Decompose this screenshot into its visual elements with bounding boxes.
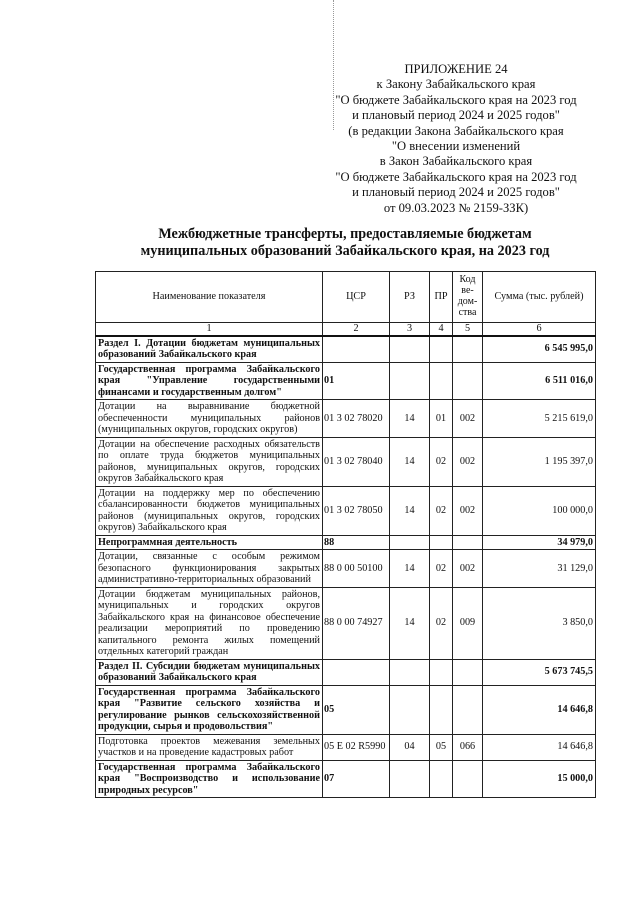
table-row [96,760,596,798]
row-pr [430,362,453,400]
row-kod [453,685,483,734]
table-row [96,400,596,438]
table-row [96,659,596,685]
table-row [96,550,596,588]
row-sum: 3 850,0 [483,587,596,659]
row-sum: 14 646,8 [483,685,596,734]
header-line: от 09.03.2023 № 2159-ЗЗК) [383,200,529,215]
row-name: Дотации на обеспечение расходных обязательств по оплате труда бюджетов муниципальных районов, муниципальных округов, городских округов Забайкальского края [96,437,323,486]
row-pr: 02 [430,587,453,659]
row-kod: 002 [453,400,483,438]
header-line: "О бюджете Забайкальского края на 2023 год [335,169,577,184]
header-line: "О внесении изменений [391,139,521,154]
row-csr: 05 [323,685,390,734]
header-line: в Закон Забайкальского края [379,154,533,169]
row-pr: 02 [430,486,453,535]
table-row [96,535,596,550]
row-kod [453,362,483,400]
row-kod: 066 [453,734,483,760]
row-csr: 88 0 00 74927 [323,587,390,659]
row-csr: 01 3 02 78040 [323,437,390,486]
header-line: ПРИЛОЖЕНИЕ 24 [404,62,508,76]
row-kod: 002 [453,486,483,535]
table-row [96,486,596,535]
row-pr [430,685,453,734]
header-kod: Код ве-дом-ства [453,272,483,323]
title-line-1: Межбюджетные трансферты, предоставляемые бюджетам [158,226,532,242]
title-line-2: муниципальных образований Забайкальского края, на 2023 год [140,243,550,259]
header-rz: РЗ [390,272,430,323]
header-line: "О бюджете Забайкальского края на 2023 год [335,92,577,107]
row-csr: 07 [323,760,390,798]
row-kod: 009 [453,587,483,659]
row-sum: 6 545 995,0 [483,336,596,363]
header-sum: Сумма (тыс. рублей) [483,272,596,323]
row-rz: 04 [390,734,430,760]
row-rz [390,362,430,400]
row-csr: 88 [323,535,390,550]
row-rz: 14 [390,437,430,486]
row-name: Государственная программа Забайкальского края "Развитие сельского хозяйства и регулирование рынков сельскохозяйственной продукции, сырья и продовольствия" [96,685,323,734]
row-rz [390,336,430,363]
row-name: Дотации бюджетам муниципальных районов, муниципальных и городских округов Забайкальского края на финансовое обеспечение реализации мероприятий по проведению капитального ремонта жилых помещений отдельных категорий граждан [96,587,323,659]
row-rz [390,685,430,734]
row-pr: 05 [430,734,453,760]
row-sum: 15 000,0 [483,760,596,798]
col-number: 1 [96,323,323,336]
row-kod [453,535,483,550]
row-rz: 14 [390,486,430,535]
row-sum: 6 511 016,0 [483,362,596,400]
row-name: Государственная программа Забайкальского края "Управление государственными финансами и государственным долгом" [96,362,323,400]
column-number-row [96,323,596,336]
document-title [80,226,610,260]
row-csr: 01 3 02 78050 [323,486,390,535]
header-name: Наименование показателя [96,272,323,323]
row-csr: 05 Е 02 R5990 [323,734,390,760]
row-name: Дотации на поддержку мер по обеспечению сбалансированности бюджетов муниципальных районов (муниципальных округов, городских округов) Забайкальского края [96,486,323,535]
table-row [96,685,596,734]
row-sum: 1 195 397,0 [483,437,596,486]
row-csr [323,659,390,685]
row-name: Государственная программа Забайкальского края "Воспроизводство и использование природных ресурсов" [96,760,323,798]
header-line: (в редакции Закона Забайкальского края [348,123,564,138]
row-rz [390,659,430,685]
row-rz: 14 [390,587,430,659]
col-number: 5 [453,323,483,336]
col-number: 6 [483,323,596,336]
row-pr [430,659,453,685]
row-kod: 002 [453,437,483,486]
row-pr [430,535,453,550]
row-name: Непрограммная деятельность [96,535,323,550]
row-kod [453,336,483,363]
table-row [96,336,596,363]
header-pr: ПР [430,272,453,323]
row-pr: 02 [430,550,453,588]
row-csr: 01 [323,362,390,400]
row-pr: 02 [430,437,453,486]
table-row [96,587,596,659]
row-pr [430,336,453,363]
row-sum: 31 129,0 [483,550,596,588]
col-number: 2 [323,323,390,336]
row-sum: 34 979,0 [483,535,596,550]
row-csr: 88 0 00 50100 [323,550,390,588]
row-kod: 002 [453,550,483,588]
table-row [96,437,596,486]
row-pr [430,760,453,798]
row-sum: 100 000,0 [483,486,596,535]
row-rz [390,760,430,798]
table-row [96,734,596,760]
header-csr: ЦСР [323,272,390,323]
header-line: к Закону Забайкальского края [376,77,536,92]
row-name: Дотации на выравнивание бюджетной обеспеченности муниципальных районов (муниципальных округов, городских округов) [96,400,323,438]
header-line: и плановый период 2024 и 2025 годов" [352,108,560,123]
row-kod [453,760,483,798]
row-name: Раздел II. Субсидии бюджетам муниципальных образований Забайкальского края [96,659,323,685]
col-number: 4 [430,323,453,336]
row-name: Раздел I. Дотации бюджетам муниципальных образований Забайкальского края [96,336,323,363]
table-row [96,362,596,400]
header-line: и плановый период 2024 и 2025 годов" [352,185,560,200]
row-rz: 14 [390,550,430,588]
row-rz [390,535,430,550]
col-number: 3 [390,323,430,336]
row-sum: 5 215 619,0 [483,400,596,438]
transfers-table [95,271,596,798]
row-pr: 01 [430,400,453,438]
row-sum: 14 646,8 [483,734,596,760]
row-kod [453,659,483,685]
row-name: Дотации, связанные с особым режимом безопасного функционирования закрытых административно-территориальных образований [96,550,323,588]
row-csr: 01 3 02 78020 [323,400,390,438]
table-header-row [96,272,596,323]
row-name: Подготовка проектов межевания земельных участков и на проведение кадастровых работ [96,734,323,760]
row-rz: 14 [390,400,430,438]
row-sum: 5 673 745,5 [483,659,596,685]
row-csr [323,336,390,363]
appendix-header [300,62,612,216]
